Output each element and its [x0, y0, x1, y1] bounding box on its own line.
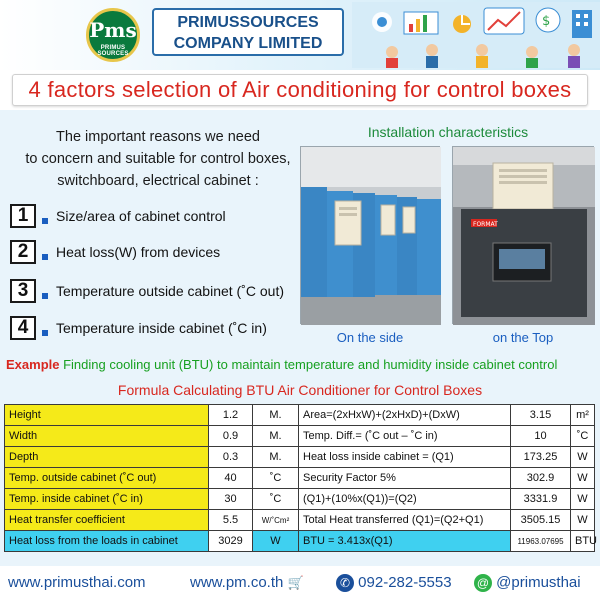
- formula-title: Formula Calculating BTU Air Conditioner for Control Boxes: [117, 382, 483, 398]
- result-cell: 3505.15: [511, 510, 571, 531]
- value-cell: 30: [209, 489, 253, 510]
- result-cell: 3331.9: [511, 489, 571, 510]
- factor-text: Heat loss(W) from devices: [56, 244, 221, 260]
- result-cell: 10: [511, 426, 571, 447]
- top-install-photo: [452, 146, 594, 324]
- factor-text: Temperature inside cabinet (˚C in): [56, 320, 267, 336]
- example-label: Example: [6, 357, 60, 372]
- formula-cell: Area=(2xHxW)+(2xHxD)+(DxW): [299, 405, 511, 426]
- result-cell: 302.9: [511, 468, 571, 489]
- unit-cell: M.: [253, 405, 299, 426]
- factor-item: [10, 204, 226, 228]
- factor-number: 1: [10, 204, 36, 228]
- table-row: [5, 405, 595, 426]
- installation-title: Installation characteristics: [367, 124, 529, 140]
- formula-cell: Security Factor 5%: [299, 468, 511, 489]
- reasons-line1: The important reasons we need: [56, 129, 260, 145]
- example-description: Finding cooling unit (BTU) to maintain temperature and humidity inside cabinet control: [59, 357, 558, 372]
- svg-text:$: $: [542, 14, 551, 29]
- param-cell: Width: [5, 426, 209, 447]
- result-unit-cell: W: [571, 468, 595, 489]
- factor-item: [10, 240, 220, 264]
- line-contact[interactable]: [474, 574, 581, 592]
- factor-text: Temperature outside cabinet (˚C out): [56, 283, 284, 299]
- param-cell: Temp. inside cabinet (˚C in): [5, 489, 209, 510]
- reasons-line3: switchboard, electrical cabinet :: [57, 173, 259, 189]
- table-row: [5, 426, 595, 447]
- param-cell: Heat transfer coefficient: [5, 510, 209, 531]
- result-unit-cell: m²: [571, 405, 595, 426]
- bullet-icon: [42, 330, 48, 336]
- at-icon: @: [474, 574, 492, 592]
- unit-cell: M.: [253, 426, 299, 447]
- unit-cell: ˚C: [253, 468, 299, 489]
- value-cell: 40: [209, 468, 253, 489]
- factor-number: 4: [10, 316, 36, 340]
- param-cell: Height: [5, 405, 209, 426]
- example-text: [6, 357, 598, 372]
- result-unit-cell: W: [571, 489, 595, 510]
- value-cell: 3029: [209, 531, 253, 552]
- business-illustration: [352, 2, 600, 68]
- value-cell: 0.3: [209, 447, 253, 468]
- unit-cell: W: [253, 531, 299, 552]
- phone-contact[interactable]: [336, 574, 452, 592]
- result-cell: 11963.07695: [511, 531, 571, 552]
- line-id: @primusthai: [496, 574, 581, 591]
- bullet-icon: [42, 218, 48, 224]
- param-cell: Heat loss from the loads in cabinet: [5, 531, 209, 552]
- unit-cell: W/˚Cm²: [253, 510, 299, 531]
- formula-cell: Total Heat transferred (Q1)=(Q2+Q1): [299, 510, 511, 531]
- company-name-box: [152, 8, 344, 56]
- website-link-1[interactable]: www.primusthai.com: [8, 574, 146, 591]
- param-cell: Temp. outside cabinet (˚C out): [5, 468, 209, 489]
- page-title: 4 factors selection of Air conditioning for control boxes: [28, 77, 572, 102]
- phone-number: 092-282-5553: [358, 574, 452, 591]
- value-cell: 1.2: [209, 405, 253, 426]
- phone-icon: ✆: [336, 574, 354, 592]
- format-brand-label: FORMAT: [473, 221, 498, 228]
- formula-cell: (Q1)+(10%x(Q1))=(Q2): [299, 489, 511, 510]
- factor-item: [10, 316, 267, 340]
- bullet-icon: [42, 254, 48, 260]
- company-logo: [86, 8, 140, 62]
- result-unit-cell: ˚C: [571, 426, 595, 447]
- table-row: [5, 489, 595, 510]
- logo-mark: Pms: [89, 18, 137, 42]
- factor-item: [10, 279, 284, 303]
- side-caption: On the side: [336, 330, 404, 345]
- formula-cell: BTU = 3.413x(Q1): [299, 531, 511, 552]
- cart-icon: 🛒: [287, 575, 304, 590]
- formula-cell: Temp. Diff.= (˚C out – ˚C in): [299, 426, 511, 447]
- factor-text: Size/area of cabinet control: [56, 208, 226, 224]
- website-link-2[interactable]: [190, 574, 304, 591]
- param-cell: Depth: [5, 447, 209, 468]
- top-caption: on the Top: [492, 330, 554, 345]
- table-row-btu: [5, 531, 595, 552]
- result-unit-cell: BTU: [571, 531, 595, 552]
- side-install-photo: [300, 146, 440, 324]
- value-cell: 5.5: [209, 510, 253, 531]
- company-name-line2: COMPANY LIMITED: [173, 35, 323, 52]
- result-cell: 173.25: [511, 447, 571, 468]
- formula-cell: Heat loss inside cabinet = (Q1): [299, 447, 511, 468]
- result-unit-cell: W: [571, 510, 595, 531]
- unit-cell: M.: [253, 447, 299, 468]
- result-unit-cell: W: [571, 447, 595, 468]
- website-link-2-text: www.pm.co.th: [190, 574, 284, 591]
- factor-number: 3: [10, 279, 36, 303]
- reasons-line2: to concern and suitable for control boxes,: [25, 151, 291, 167]
- value-cell: 0.9: [209, 426, 253, 447]
- btu-calculation-table: [4, 404, 595, 552]
- result-cell: 3.15: [511, 405, 571, 426]
- unit-cell: ˚C: [253, 489, 299, 510]
- reasons-text: [8, 126, 308, 192]
- table-row: [5, 447, 595, 468]
- table-row: [5, 510, 595, 531]
- bullet-icon: [42, 293, 48, 299]
- logo-sub: PRIMUS SOURCES: [97, 45, 129, 57]
- company-name-line1: PRIMUSSOURCES: [177, 14, 319, 31]
- factor-number: 2: [10, 240, 36, 264]
- table-row: [5, 468, 595, 489]
